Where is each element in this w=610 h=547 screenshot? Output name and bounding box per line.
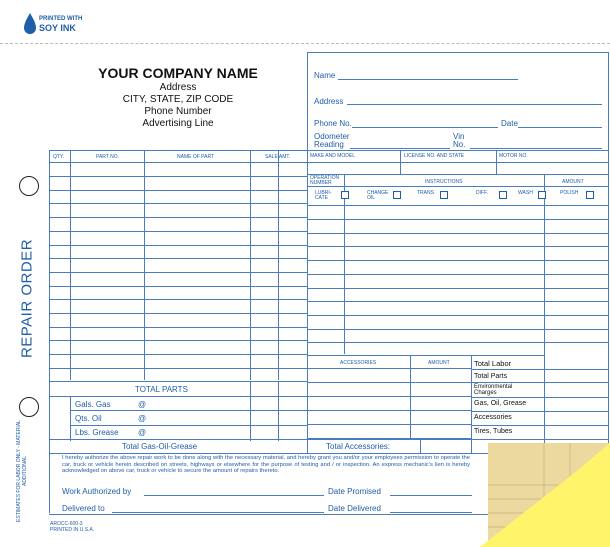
authorization-text: I hereby authorize the above repair work to be done along with the necessary material, and hereby grant you and/or your employees permission to operate the car, truck or vehicle herein described on streets, highways or elsewhere for the purpose of testing and / or inspection. An express mechanic's lien is hereby acknowledged on above car, truck or vehicle to secure the amount of repairs thereto.	[62, 455, 470, 474]
motor-no-label: MOTOR NO.	[499, 153, 528, 159]
total-accessories-label: Total Accessories:	[326, 442, 391, 451]
gas-oil-grease-label: Gas, Oil, Grease	[474, 400, 527, 407]
company-phone: Phone Number	[144, 106, 212, 117]
company-address: Address	[159, 82, 197, 93]
parts-row-line	[49, 327, 307, 328]
parts-row-line	[49, 313, 307, 314]
date-label: Date	[501, 119, 518, 128]
operation-row-line	[307, 301, 608, 302]
check-label: POLISH	[560, 190, 579, 196]
parts-row-line	[49, 217, 307, 218]
accessories-label: ACCESSORIES	[340, 360, 377, 366]
check-label: TRANS	[417, 190, 434, 196]
parts-row-line	[49, 190, 307, 191]
phone-label: Phone No.	[314, 119, 352, 128]
at-symbol: @	[138, 428, 147, 437]
parts-row-line	[49, 231, 307, 232]
parts-row-line	[49, 354, 307, 355]
tires-tubes-label: Tires, Tubes	[474, 428, 513, 435]
delivered-to-label: Delivered to	[62, 504, 105, 513]
at-symbol: @	[138, 414, 147, 423]
instructions-label: INSTRUCTIONS	[425, 179, 463, 185]
header-sale-amt: SALE AMT.	[265, 154, 291, 160]
service-checkbox[interactable]	[393, 191, 401, 199]
service-checkbox[interactable]	[341, 191, 349, 199]
header-part-no: PART NO.	[96, 154, 120, 160]
amount-label: AMOUNT	[562, 179, 584, 185]
accessories-amount-label: AMOUNT	[428, 360, 450, 366]
license-label: LICENSE NO. AND STATE	[404, 153, 465, 159]
operation-number-label: OPERATION NUMBER	[310, 175, 340, 186]
service-checkbox[interactable]	[538, 191, 546, 199]
operation-row-line	[307, 274, 608, 275]
company-name: YOUR COMPANY NAME	[98, 65, 258, 81]
parts-row-line	[49, 176, 307, 177]
check-label: CHANGE OIL	[367, 190, 389, 201]
logo-line1: PRINTED WITH	[39, 16, 83, 22]
header-name-of-part: NAME OF PART	[177, 154, 215, 160]
make-model-label: MAKE AND MODEL	[310, 153, 356, 159]
operation-row-line	[307, 219, 608, 220]
accessories-total-label: Accessories	[474, 414, 512, 421]
total-gog-label: Total Gas-Oil-Grease	[122, 442, 198, 451]
copy-sheets-corner	[470, 415, 610, 547]
environmental-charges-label: Environmental Charges	[474, 384, 513, 396]
side-note: ESTIMATES FOR LABOR ONLY - MATERIAL ADDITIONAL	[16, 420, 28, 522]
total-labor-label: Total Labor	[474, 359, 512, 368]
name-label: Name	[314, 71, 336, 80]
check-label: DIFF.	[476, 190, 488, 196]
parts-row-line	[49, 272, 307, 273]
operation-row-line	[307, 288, 608, 289]
vin-label: Vin No.	[453, 132, 466, 149]
accessories-row-line	[307, 382, 471, 383]
date-delivered-label: Date Delivered	[328, 504, 381, 513]
total-parts-label: TOTAL PARTS	[135, 385, 188, 394]
accessories-row-line	[307, 396, 471, 397]
address-label: Address	[314, 97, 344, 106]
perforation-line	[0, 43, 610, 44]
total-parts-right-label: Total Parts	[474, 373, 508, 380]
operation-row-line	[307, 342, 608, 343]
footer-code: AROCC-600-3 PRINTED IN U.S.A.	[50, 521, 95, 533]
gals-gas-label: Gals. Gas	[75, 400, 111, 409]
service-checkbox[interactable]	[440, 191, 448, 199]
operation-row-line	[307, 233, 608, 234]
accessories-row-line	[307, 424, 471, 425]
service-checkbox[interactable]	[499, 191, 507, 199]
at-symbol: @	[138, 400, 147, 409]
parts-row-line	[49, 299, 307, 300]
company-city: CITY, STATE, ZIP CODE	[122, 94, 234, 105]
parts-row-line	[49, 368, 307, 369]
drop-icon	[23, 12, 37, 36]
header-qty: QTY.	[53, 154, 65, 160]
odometer-label: Odometer Reading	[314, 132, 350, 149]
parts-row-line	[49, 340, 307, 341]
parts-row-line	[49, 203, 307, 204]
logo-line2: SOY INK	[39, 23, 76, 33]
service-checkbox[interactable]	[586, 191, 594, 199]
lbs-grease-label: Lbs. Grease	[75, 428, 119, 437]
parts-row-line	[49, 258, 307, 259]
work-authorized-label: Work Authorized by	[62, 487, 132, 496]
check-label: WASH	[518, 190, 533, 196]
accessories-row-line	[307, 410, 471, 411]
parts-row-line	[49, 286, 307, 287]
operation-row-line	[307, 260, 608, 261]
parts-row-line	[49, 245, 307, 246]
operation-row-line	[307, 246, 608, 247]
operation-row-line	[307, 329, 608, 330]
company-advertising: Advertising Line	[142, 118, 214, 129]
operation-row-line	[307, 315, 608, 316]
side-title: REPAIR ORDER	[18, 238, 36, 359]
check-label: LUBRI- CATE	[315, 190, 332, 201]
accessories-row-line	[307, 438, 471, 439]
date-promised-label: Date Promised	[328, 487, 381, 496]
qts-oil-label: Qts. Oil	[75, 414, 102, 423]
binder-hole-top	[19, 176, 39, 196]
soy-ink-logo	[23, 10, 85, 38]
